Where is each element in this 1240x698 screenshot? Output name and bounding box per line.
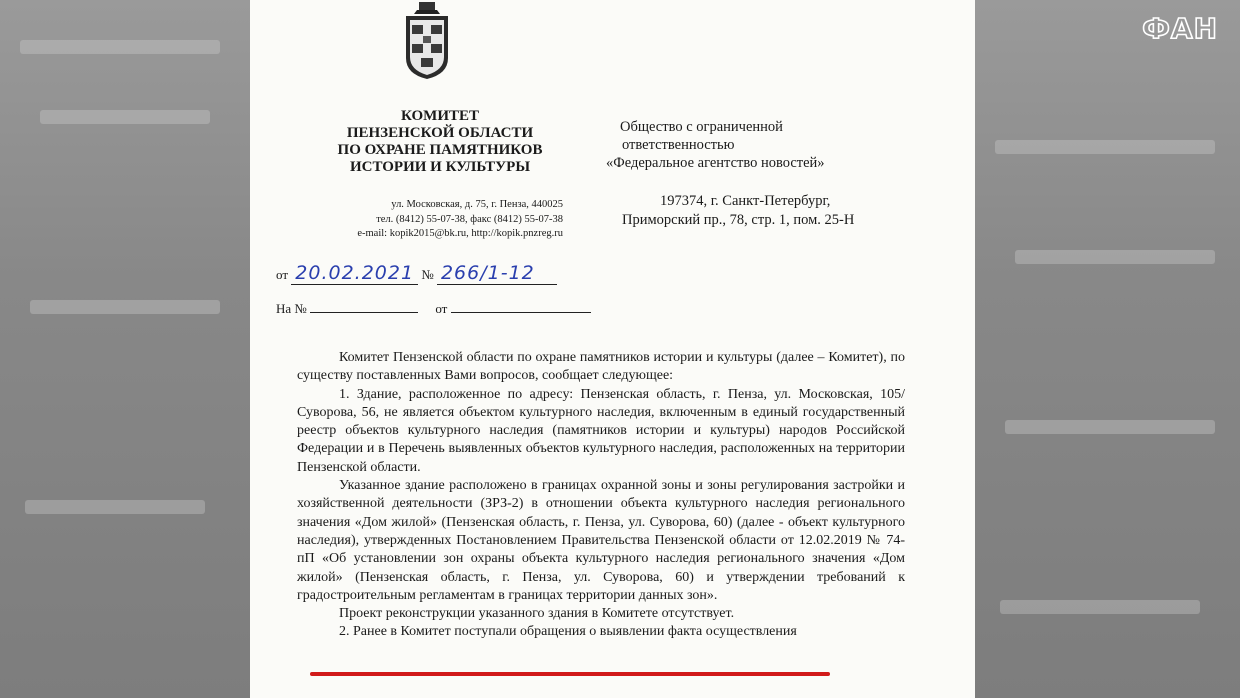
sender-line: КОМИТЕТ xyxy=(400,108,479,124)
sender-line: ПО ОХРАНЕ ПАМЯТНИКОВ xyxy=(337,142,543,158)
paragraph: 1. Здание, расположенное по адресу: Пензенская область, г. Пенза, ул. Московская, 105/Суворова, 56, не является объектом культурного наследия, включенным в единый государственный реестр объектов культурного наследия (памятников истории и культуры) народов Российской Федерации и в Перечень выявленных объектов культурного наследия, расположенных на территории Пензенской области. xyxy=(297,386,905,475)
background-right xyxy=(975,0,1240,698)
sender-address-line: ул. Московская, д. 75, г. Пенза, 440025 xyxy=(391,199,563,210)
recipient-address-line: 197374, г. Санкт-Петербург, xyxy=(660,193,831,209)
recipient-line: «Федеральное агентство новостей» xyxy=(606,155,825,171)
on-from-label: от xyxy=(435,301,448,316)
recipient-address-line: Приморский пр., 78, стр. 1, пом. 25-Н xyxy=(622,212,855,228)
recipient-name xyxy=(606,118,825,172)
official-letter xyxy=(250,0,975,698)
sender-line: ПЕНЗЕНСКОЙ ОБЛАСТИ xyxy=(346,125,534,141)
paragraph: Комитет Пензенской области по охране памятников истории и культуры (далее – Комитет), по существу поставленных Вами вопросов, сообщает следующее: xyxy=(297,350,905,384)
sender-committee-name xyxy=(310,108,570,176)
blank-number-field xyxy=(310,300,418,313)
sender-address-line: тел. (8412) 55-07-38, факс (8412) 55-07-38 xyxy=(376,213,563,225)
handwritten-number: 266/1-12 xyxy=(437,262,557,285)
paragraph: Указанное здание расположено в границах охранной зоны и зоны регулирования застройки и хозяйственной деятельности (ЗРЗ-2) в отношении объекта культурного наследия регионального значения «Дом жилой» (Пензенская область, г. Пенза, ул. Суворова, 60) (далее - объект культурного наследия), утвержденных Постановлением Правительства Пензенской области от 12.02.2019 № 74-пП «Об установлении зон охраны объекта культурного наследия регионального значения «Дом жилой» (Пензенская область, г. Пенза, ул. Суворова, 60) и утверждении требований к градостроительным регламентам в границах территории данных зон». xyxy=(297,478,905,603)
highlighted-paragraph: Проект реконструкции указанного здания в Комитете отсутствует. xyxy=(339,606,735,622)
recipient-line: ответственностью xyxy=(622,137,735,153)
letter-body xyxy=(297,349,905,642)
from-label: от xyxy=(276,267,289,282)
sender-line: ИСТОРИИ И КУЛЬТУРЫ xyxy=(349,159,531,175)
red-highlight-underline xyxy=(310,672,830,676)
sender-address xyxy=(305,198,563,242)
number-label: № xyxy=(421,267,434,282)
coat-of-arms-icon xyxy=(402,0,452,80)
recipient-line: Общество с ограниченной xyxy=(620,119,783,135)
paragraph: 2. Ранее в Комитет поступали обращения о выявлении факта осуществления xyxy=(339,624,797,640)
background-left xyxy=(0,0,250,698)
blank-date-field xyxy=(451,300,591,313)
on-number-label: На № xyxy=(276,301,307,316)
fan-watermark-logo: ФАН xyxy=(1142,12,1218,45)
sender-address-line: e-mail: kopik2015@bk.ru, http://kopik.pnzreg.ru xyxy=(357,228,563,239)
handwritten-date: 20.02.2021 xyxy=(291,262,418,285)
recipient-address xyxy=(622,192,854,230)
outgoing-reference xyxy=(276,262,557,284)
incoming-reference xyxy=(276,300,591,317)
